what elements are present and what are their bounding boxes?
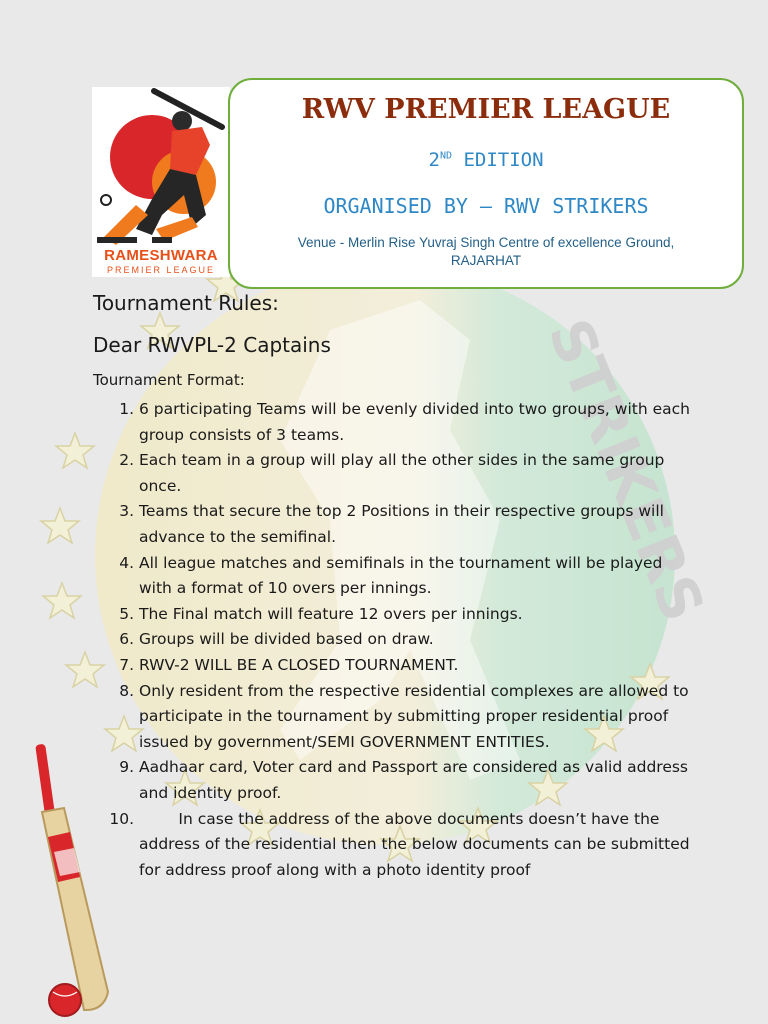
- edition-word: EDITION: [463, 149, 544, 171]
- rules-list: [93, 397, 693, 883]
- venue-line-1: Venue - Merlin Rise Yuvraj Singh Centre of excellence Ground,: [297, 235, 675, 250]
- edition-suffix: ND: [439, 150, 452, 162]
- venue-line-2: RAJARHAT: [450, 253, 522, 268]
- list-item: 10. In case the address of the above documents doesn’t have the address of the residential then the below documents can be submitted for address proof along with a photo identity proof: [139, 807, 693, 884]
- list-item: 7. RWV-2 WILL BE A CLOSED TOURNAMENT.: [139, 653, 693, 679]
- list-item: 2. Each team in a group will play all the other sides in the same group once.: [139, 448, 693, 499]
- logo-name: RAMESHWARA: [104, 247, 218, 264]
- salutation: Dear RWVPL-2 Captains: [93, 333, 331, 357]
- rules-content: [93, 289, 693, 883]
- cricket-bat-icon: [28, 742, 118, 1022]
- list-item: 3. Teams that secure the top 2 Positions in their respective groups will advance to the semifinal.: [139, 499, 693, 550]
- rameshwara-logo: [92, 87, 230, 277]
- logo-subtitle: PREMIER LEAGUE: [106, 265, 216, 275]
- header-box: [228, 78, 744, 289]
- watermark-text: STRIKERS: [535, 309, 718, 631]
- cricketer-logo-icon: [92, 87, 230, 247]
- list-item: 8. Only resident from the respective residential complexes are allowed to participate in the tournament by submitting proper residential proof issued by government/SEMI GOVERNMENT ENTITIES.: [139, 679, 693, 756]
- star-icon: [56, 433, 94, 468]
- edition-line: [230, 149, 742, 171]
- list-item: 6. Groups will be divided based on draw.: [139, 627, 693, 653]
- venue-text: [230, 234, 742, 270]
- star-icon: [43, 583, 81, 618]
- star-icon: [41, 508, 79, 543]
- edition-number: 2: [428, 149, 440, 171]
- list-item: 5. The Final match will feature 12 overs per innings.: [139, 602, 693, 628]
- list-item: 9. Aadhaar card, Voter card and Passport are considered as valid address and identity proof.: [139, 755, 693, 806]
- organiser-line: ORGANISED BY – RWV STRIKERS: [323, 194, 649, 218]
- rules-heading: Tournament Rules:: [93, 291, 279, 315]
- list-item: 1. 6 participating Teams will be evenly divided into two groups, with each group consists of 3 teams.: [139, 397, 693, 448]
- section-title: Tournament Format:: [93, 371, 245, 389]
- list-item: 4. All league matches and semifinals in the tournament will be played with a format of 10 overs per innings.: [139, 551, 693, 602]
- league-title: RWV PREMIER LEAGUE: [301, 94, 671, 125]
